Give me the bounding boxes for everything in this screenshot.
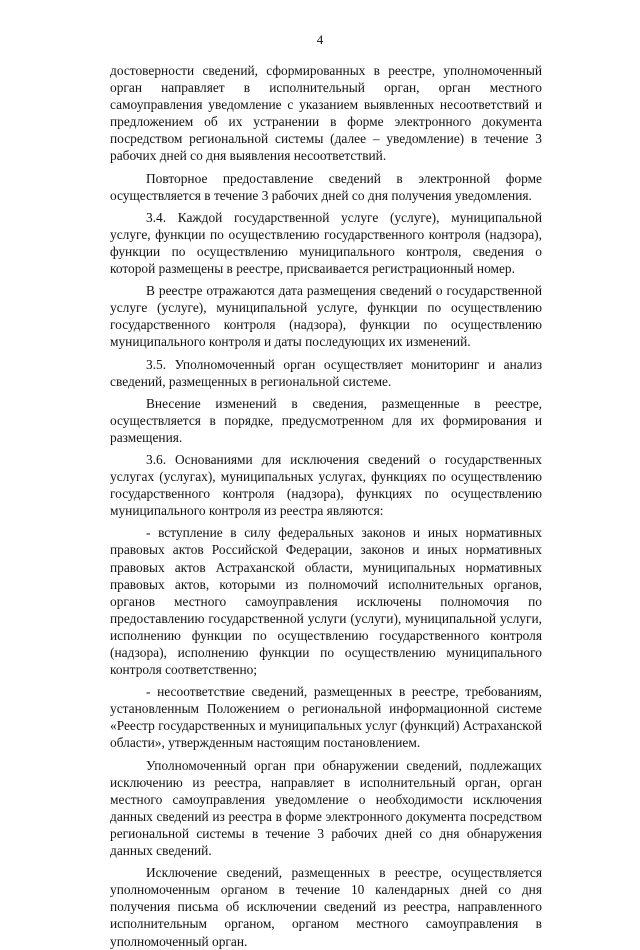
paragraph: Внесение изменений в сведения, размещенные в реестре, осуществляется в порядке, предусмотренном для их формирования и размещения. — [110, 395, 542, 445]
paragraph: 3.5. Уполномоченный орган осуществляет мониторинг и анализ сведений, размещенных в региональной системе. — [110, 356, 542, 389]
paragraph: 3.4. Каждой государственной услуге (услуге), муниципальной услуге, функции по осуществлению государственного контроля (надзора), функции по осуществлению муниципального контроля, сведения о которой размещены в реестре, присваивается регистрационный номер. — [110, 209, 542, 277]
paragraph: достоверности сведений, сформированных в реестре, уполномоченный орган направляет в исполнительный орган, орган местного самоуправления уведомление с указанием выявленных несоответствий и предложением об их устранении в форме электронного документа посредством региональной системы (далее – уведомление) в течение 3 рабочих дней со дня выявления несоответствий. — [110, 63, 542, 164]
paragraph: 3.6. Основаниями для исключения сведений о государственных услугах (услугах), муниципальных услугах, функциях по осуществлению государственного контроля (надзора), функциях по осуществлению муниципального контроля из реестра являются: — [110, 451, 542, 519]
paragraph: Уполномоченный орган при обнаружении сведений, подлежащих исключению из реестра, направляет в исполнительный орган, орган местного самоуправления уведомление о необходимости исключения данных сведений из реестра в форме электронного документа посредством региональной системы в течение 3 рабочих дней со дня обнаружения данных сведений. — [110, 757, 542, 859]
page-number: 4 — [316, 32, 324, 47]
document-body — [110, 62, 542, 950]
paragraph: Повторное предоставление сведений в электронной форме осуществляется в течение 3 рабочих дней со дня получения уведомления. — [110, 170, 542, 203]
paragraph: В реестре отражаются дата размещения сведений о государственной услуге (услуге), муниципальной услуге, функции по осуществлению государственного контроля (надзора), функции по осуществлению муниципального контроля и даты последующих их изменений. — [110, 283, 542, 350]
paragraph: - несоответствие сведений, размещенных в реестре, требованиям, установленным Положением о региональной информационной системе «Реестр государственных и муниципальных услуг (функций) Астраханской области», утвержденным настоящим постановлением. — [110, 684, 542, 751]
paragraph: Исключение сведений, размещенных в реестре, осуществляется уполномоченным органом в течение 10 календарных дней со дня получения письма об исключении сведений из реестра, направленного исполнительным органом, органом местного самоуправления в уполномоченный орган. — [110, 865, 542, 949]
paragraph: - вступление в силу федеральных законов и иных нормативных правовых актов Российской Федерации, законов и иных нормативных правовых актов Астраханской области, муниципальных нормативных правовых актов, которыми из полномочий исполнительных органов, органов местного самоуправления исключены полномочия по предоставлению государственной услуги (услуги), муниципальной услуги, исполнению функции по осуществлению государственного контроля (надзора), исполнению функции по осуществлению муниципального контроля соответственно; — [110, 525, 542, 678]
